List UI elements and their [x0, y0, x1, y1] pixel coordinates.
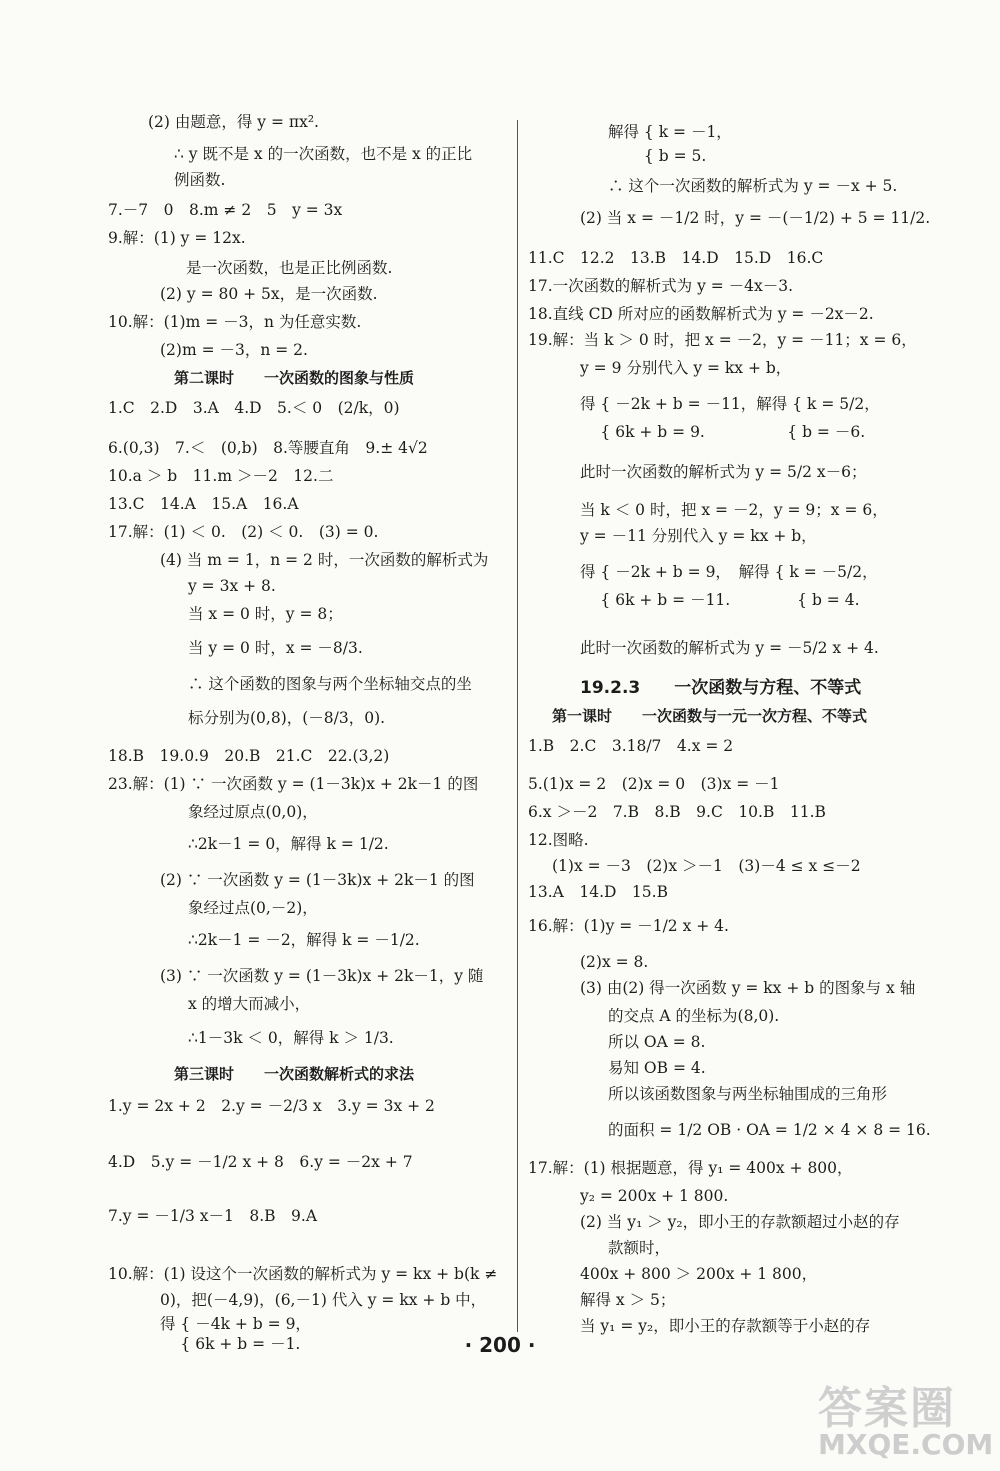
- answer-line: 7.－7 0 8.m ≠ 2 5 y = 3x: [108, 201, 343, 219]
- answer-line: 当 y = 0 时，x = －8/3.: [188, 639, 363, 657]
- answer-line: (2) 由题意，得 y = πx².: [148, 113, 319, 131]
- answer-line: 17.解：(1) 根据题意，得 y₁ = 400x + 800，: [528, 1159, 853, 1177]
- answer-line: (2)m = －3，n = 2.: [160, 341, 308, 359]
- section-heading: 19.2.3 一次函数与方程、不等式: [580, 678, 862, 698]
- answer-line: 17.一次函数的解析式为 y = －4x－3.: [528, 277, 794, 295]
- answer-line: 1.C 2.D 3.A 4.D 5.＜ 0 (2/k，0): [108, 399, 400, 417]
- answer-line: 19.解：当 k ＞ 0 时，把 x = －2，y = －11；x = 6，: [528, 331, 917, 349]
- answer-line: (3) 由(2) 得一次函数 y = kx + b 的图象与 x 轴: [580, 979, 916, 997]
- answer-line: 是一次函数，也是正比例函数.: [186, 259, 393, 277]
- answer-line: 当 x = 0 时，y = 8；: [188, 605, 343, 623]
- answer-line: ∴ y 既不是 x 的一次函数，也不是 x 的正比: [174, 145, 473, 163]
- answer-line: 当 y₁ = y₂，即小王的存款额等于小赵的存: [580, 1317, 871, 1335]
- answer-line: ∴2k－1 = －2，解得 k = －1/2.: [188, 931, 420, 949]
- answer-line: (2) 当 x = －1/2 时，y = －(－1/2) + 5 = 11/2.: [580, 209, 931, 227]
- answer-line: y₂ = 200x + 1 800.: [580, 1187, 729, 1205]
- answer-line: ∴ 这个函数的图象与两个坐标轴交点的坐: [188, 675, 472, 693]
- answer-line: (2) ∵ 一次函数 y = (1－3k)x + 2k－1 的图: [160, 871, 475, 889]
- answer-line: { 6k + b = －1.: [160, 1335, 301, 1353]
- answer-line: 得 { －2k + b = －11，解得 { k = 5/2，: [580, 395, 880, 413]
- answer-line: 得 { －4k + b = 9，: [160, 1315, 311, 1333]
- answer-line: 5.(1)x = 2 (2)x = 0 (3)x = －1: [528, 775, 780, 793]
- answer-line: 此时一次函数的解析式为 y = 5/2 x－6；: [580, 463, 867, 481]
- answer-line: 此时一次函数的解析式为 y = －5/2 x + 4.: [580, 639, 879, 657]
- answer-line: 10.a ＞ b 11.m ＞－2 12.二: [108, 467, 334, 485]
- page-number: · 200 ·: [464, 1333, 536, 1357]
- answer-line: 0)，把(－4,9)，(6,－1) 代入 y = kx + b 中，: [160, 1291, 487, 1309]
- answer-line: 9.解：(1) y = 12x.: [108, 229, 246, 247]
- answer-line: 当 k ＜ 0 时，把 x = －2，y = 9；x = 6，: [580, 501, 888, 519]
- answer-line: 易知 OB = 4.: [608, 1059, 706, 1077]
- watermark-url: MXQE.COM: [818, 1428, 994, 1461]
- answer-line: 12.图略.: [528, 831, 589, 849]
- answer-line: 解得 x ＞ 5；: [580, 1291, 676, 1309]
- answer-line: 6.x ＞－2 7.B 8.B 9.C 10.B 11.B: [528, 803, 826, 821]
- answer-line: (3) ∵ 一次函数 y = (1－3k)x + 2k－1，y 随: [160, 967, 484, 985]
- answer-line: 象经过原点(0,0)，: [188, 803, 318, 821]
- answer-line: 18.直线 CD 所对应的函数解析式为 y = －2x－2.: [528, 305, 874, 323]
- answer-line: (4) 当 m = 1，n = 2 时，一次函数的解析式为: [160, 551, 489, 569]
- column-divider: [517, 120, 518, 1332]
- answer-line: 1.y = 2x + 2 2.y = －2/3 x 3.y = 3x + 2: [108, 1097, 435, 1115]
- answer-line: y = －11 分别代入 y = kx + b，: [580, 527, 817, 545]
- answer-line: 4.D 5.y = －1/2 x + 8 6.y = －2x + 7: [108, 1153, 413, 1171]
- answer-line: ∴1－3k ＜ 0，解得 k ＞ 1/3.: [188, 1029, 394, 1047]
- answer-line: (2) y = 80 + 5x，是一次函数.: [160, 285, 378, 303]
- section-heading: 第三课时 一次函数解析式的求法: [174, 1065, 415, 1083]
- answer-line: y = 9 分别代入 y = kx + b，: [580, 359, 792, 377]
- answer-line: ∴ 这个一次函数的解析式为 y = －x + 5.: [608, 177, 898, 195]
- answer-line: { b = 5.: [608, 147, 707, 165]
- answer-line: 所以该函数图象与两坐标轴围成的三角形: [608, 1085, 888, 1103]
- answer-line: 400x + 800 ＞ 200x + 1 800，: [580, 1265, 818, 1283]
- section-heading: 第二课时 一次函数的图象与性质: [174, 369, 415, 387]
- answer-line: 17.解：(1) ＜ 0. (2) ＜ 0. (3) = 0.: [108, 523, 379, 541]
- answer-line: 款额时，: [608, 1239, 671, 1257]
- answer-line: 16.解：(1)y = －1/2 x + 4.: [528, 917, 729, 935]
- answer-line: 标分别为(0,8)，(－8/3，0).: [188, 709, 386, 727]
- answer-line: ∴2k－1 = 0，解得 k = 1/2.: [188, 835, 389, 853]
- answer-line: 象经过点(0,－2)，: [188, 899, 318, 917]
- answer-line: 得 { －2k + b = 9， 解得 { k = －5/2，: [580, 563, 878, 581]
- answer-line: 例函数.: [174, 171, 226, 189]
- answer-line: 13.A 14.D 15.B: [528, 883, 668, 901]
- answer-line: 11.C 12.2 13.B 14.D 15.D 16.C: [528, 249, 824, 267]
- answer-line: { 6k + b = 9. { b = －6.: [580, 423, 866, 441]
- answer-line: { 6k + b = －11. { b = 4.: [580, 591, 860, 609]
- answer-line: 23.解：(1) ∵ 一次函数 y = (1－3k)x + 2k－1 的图: [108, 775, 479, 793]
- answer-line: 解得 { k = －1，: [608, 123, 732, 141]
- watermark-logo: 答案圈: [818, 1383, 956, 1434]
- answer-line: 的交点 A 的坐标为(8,0).: [608, 1007, 780, 1025]
- answer-line: 1.B 2.C 3.18/7 4.x = 2: [528, 737, 734, 755]
- answer-line: 10.解：(1) 设这个一次函数的解析式为 y = kx + b(k ≠: [108, 1265, 498, 1283]
- answer-line: 18.B 19.0.9 20.B 21.C 22.(3,2): [108, 747, 390, 765]
- answer-line: 7.y = －1/3 x－1 8.B 9.A: [108, 1207, 318, 1225]
- answer-line: 所以 OA = 8.: [608, 1033, 706, 1051]
- answer-line: 的面积 = 1/2 OB · OA = 1/2 × 4 × 8 = 16.: [608, 1121, 931, 1139]
- answer-line: 6.(0,3) 7.＜ (0,b) 8.等腰直角 9.± 4√2: [108, 439, 428, 457]
- answer-line: (2)x = 8.: [580, 953, 649, 971]
- answer-line: 10.解：(1)m = －3，n 为任意实数.: [108, 313, 362, 331]
- section-heading: 第一课时 一次函数与一元一次方程、不等式: [552, 707, 868, 725]
- answer-line: (1)x = －3 (2)x ＞－1 (3)－4 ≤ x ≤－2: [552, 857, 861, 875]
- answer-line: y = 3x + 8.: [188, 577, 276, 595]
- answer-line: 13.C 14.A 15.A 16.A: [108, 495, 299, 513]
- answer-line: x 的增大而减小，: [188, 995, 311, 1013]
- answer-line: (2) 当 y₁ ＞ y₂，即小王的存款额超过小赵的存: [580, 1213, 900, 1231]
